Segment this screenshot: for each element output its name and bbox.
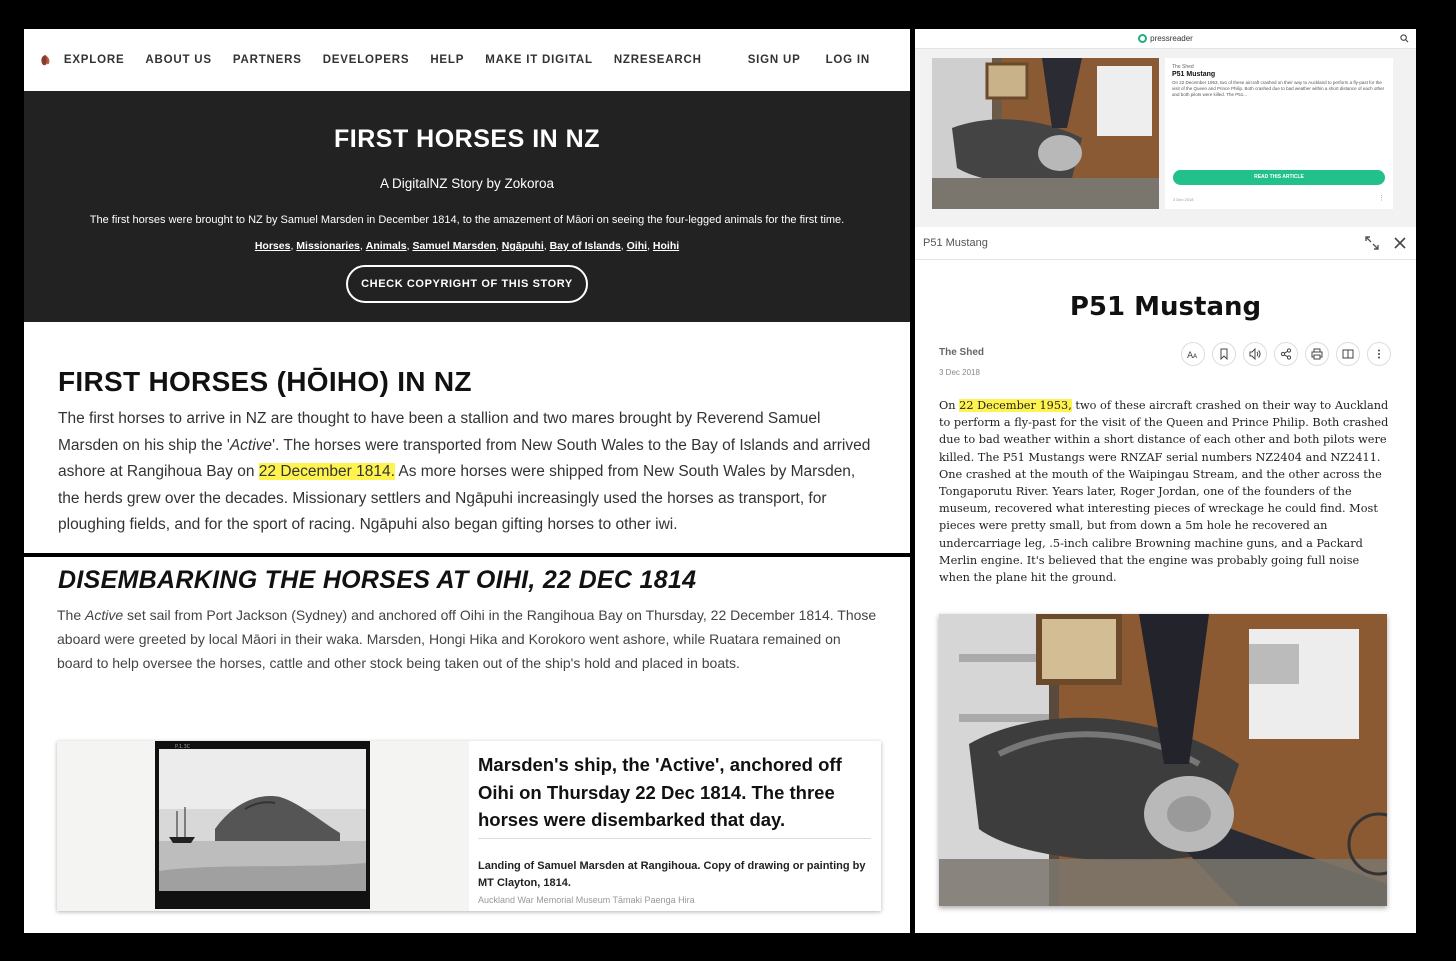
card-image-area	[57, 741, 469, 911]
print-button[interactable]	[1305, 342, 1329, 366]
share-button[interactable]	[1274, 342, 1298, 366]
article-viewer-bar	[915, 227, 1416, 260]
story-hero	[24, 91, 910, 322]
svg-text:P.1.3C: P.1.3C	[175, 744, 191, 750]
sign-up-link[interactable]: SIGN UP	[747, 54, 801, 66]
tag-link[interactable]: Horses	[254, 240, 291, 252]
share-icon	[1280, 348, 1292, 360]
preview-snippet: On 22 December 1953, two of these aircraft crashed on their way to Auckland to perform a fly-past for the visit of the Queen and Prince Philip. Both crashed due to bad weather within a short distance of each other and both pilots were killed. The P51...	[1172, 80, 1385, 97]
pressreader-logo[interactable]	[1138, 34, 1193, 43]
layout-button[interactable]	[1336, 342, 1360, 366]
preview-title: P51 Mustang	[1172, 71, 1216, 78]
section-heading: DISEMBARKING THE HORSES AT OIHI, 22 DEC 1814	[58, 566, 697, 594]
more-vertical-icon	[1373, 348, 1385, 360]
pressreader-header	[915, 29, 1416, 49]
publication-name[interactable]: The Shed	[939, 347, 985, 358]
bookmark-button[interactable]	[1212, 342, 1236, 366]
preview-source: The Shed	[1172, 64, 1194, 70]
text-span: set sail from Port Jackson (Sydney) and anchored off Oihi in the Rangihoua Bay on Thursday, 22 December 1814. Those aboard were greeted by local Māori in their waka. Marsden, Hongi Hika and Korokoro went ashore, while Ruatara remained on board to help oversee the horses, cattle and other stock being taken out of the ship's hold and placed in boats.	[57, 607, 877, 671]
columns-icon	[1342, 348, 1354, 360]
digitalnz-logo-icon[interactable]	[39, 50, 52, 70]
tag-link[interactable]: Oihi	[626, 240, 648, 252]
search-icon[interactable]	[1400, 34, 1409, 43]
close-icon[interactable]	[1392, 235, 1408, 251]
article-meta	[939, 337, 1392, 397]
log-in-link[interactable]: LOG IN	[825, 54, 870, 66]
nav-developers[interactable]: DEVELOPERS	[322, 54, 410, 66]
story-article	[24, 322, 910, 539]
pressreader-window	[915, 29, 1416, 933]
card-credit: Auckland War Memorial Museum Tāmaki Paenga Hira	[478, 894, 695, 905]
story-section-disembarking	[24, 557, 910, 933]
article-title: P51 Mustang	[1069, 292, 1262, 322]
nav-about-us[interactable]: ABOUT US	[145, 54, 212, 66]
svg-text:A: A	[1193, 353, 1198, 360]
tag-link[interactable]: Missionaries	[296, 240, 360, 252]
nav-explore[interactable]: EXPLORE	[63, 54, 125, 66]
article-preview-strip	[915, 49, 1416, 227]
listen-button[interactable]	[1243, 342, 1267, 366]
article-paragraph	[58, 406, 876, 539]
text-span: On	[939, 399, 960, 412]
preview-date: 3 Dec 2018	[1173, 197, 1194, 202]
pressreader-logo-icon	[1138, 34, 1147, 43]
pressreader-logo-text: pressreader	[1150, 34, 1193, 43]
tag-link[interactable]: Animals	[365, 240, 407, 252]
tag-link[interactable]: Hoihi	[652, 240, 680, 252]
bookmark-icon	[1218, 348, 1230, 360]
check-copyright-button[interactable]: CHECK COPYRIGHT OF THIS STORY	[346, 265, 588, 303]
text-span: The first horses to arrive in NZ are thought to have been a stallion and two mares brought by Reverend Samuel Marsden on his ship the '	[58, 410, 821, 454]
text-span: '. The horses were transported from New South Wales to the Bay of Islands and arrived ashore at Rangihoua Bay on	[58, 436, 871, 480]
article-heading: FIRST HORSES (HŌIHO) IN NZ	[58, 366, 472, 397]
speaker-icon	[1249, 348, 1261, 360]
card-caption: Landing of Samuel Marsden at Rangihoua. Copy of drawing or painting by MT Clayton, 1814.	[478, 859, 866, 889]
story-title: FIRST HORSES IN NZ	[334, 125, 600, 153]
svg-text:A: A	[1187, 351, 1194, 360]
text-span: The	[57, 607, 86, 623]
article-body	[939, 397, 1392, 586]
ship-name: Active	[85, 607, 124, 623]
nav-partners[interactable]: PARTNERS	[232, 54, 302, 66]
digitalnz-story-page	[24, 29, 910, 553]
text-span: two of these aircraft crashed on their way to Auckland to perform a fly-past for the visit of the Queen and Prince Philip. Both crashed due to bad weather within a short distance of each other and both pilots were killed. The P51 Mustangs were RNZAF serial numbers NZ2404 and NZ2411. One crashed at the mouth of the Waipingau Stream, and the other across the Tongaporutu River. Years later, Roger Jordan, one of the founders of the museum, recovered what interesting pieces of wreckage he could find. Most pieces were pretty small, but from down a 5m hole he recovered an undercarriage leg, .5-inch calibre Browning machine guns, and a Packard Merlin engine. It's believed that the engine was probably going full noise when the plane hit the ground.	[939, 399, 1389, 585]
card-text	[469, 741, 881, 911]
article-toolbar	[1181, 342, 1391, 366]
landing-of-marsden-image[interactable]	[155, 741, 370, 909]
story-tags: Horses, Missionaries, Animals, Samuel Marsden, Ngāpuhi, Bay of Islands, Oihi, Hoihi	[254, 240, 680, 252]
top-nav	[24, 29, 910, 91]
tag-link[interactable]: Bay of Islands	[549, 240, 621, 252]
story-description: The first horses were brought to NZ by Samuel Marsden in December 1814, to the amazement of Māori on seeing the four-legged animals for the first time.	[89, 214, 845, 226]
engine-thumbnail-image[interactable]	[932, 58, 1159, 209]
story-item-card[interactable]	[57, 741, 881, 911]
tag-link[interactable]: Samuel Marsden	[412, 240, 496, 252]
account-links	[723, 54, 895, 66]
highlighted-date: 22 December 1814.	[258, 463, 395, 480]
tag-link[interactable]: Ngāpuhi	[501, 240, 544, 252]
article-preview-card[interactable]	[1165, 58, 1393, 209]
nav-make-it-digital[interactable]: MAKE IT DIGITAL	[485, 54, 593, 66]
more-options-icon[interactable]: ⋮	[1378, 195, 1385, 202]
text-size-button[interactable]	[1181, 342, 1205, 366]
read-this-article-button[interactable]: READ THIS ARTICLE	[1173, 170, 1385, 185]
font-size-icon	[1187, 348, 1199, 360]
engine-photo[interactable]	[939, 614, 1387, 906]
section-paragraph	[57, 603, 880, 675]
card-title: Marsden's ship, the 'Active', anchored off Oihi on Thursday 22 Dec 1814. The three horses were disembarked that day.	[478, 751, 871, 839]
ship-name: Active	[229, 436, 273, 454]
print-icon	[1311, 348, 1323, 360]
story-byline: A DigitalNZ Story by Zokoroa	[379, 176, 555, 191]
pressreader-article	[915, 292, 1416, 911]
more-button[interactable]	[1367, 342, 1391, 366]
viewer-title: P51 Mustang	[923, 237, 988, 249]
highlighted-date: 22 December 1953,	[959, 399, 1072, 412]
text-span: As more horses were shipped from New South Wales by Marsden, the herds grew over the decades. Missionary settlers and Ngāpuhi increasingly used the horses as transport, for ploughing fields, and for the sport of racing. Ngāpuhi also began gifting horses to other iwi.	[58, 463, 856, 533]
nav-nzresearch[interactable]: NZRESEARCH	[613, 54, 702, 66]
nav-help[interactable]: HELP	[430, 54, 465, 66]
publication-date: 3 Dec 2018	[939, 368, 980, 377]
expand-icon[interactable]	[1364, 235, 1380, 251]
